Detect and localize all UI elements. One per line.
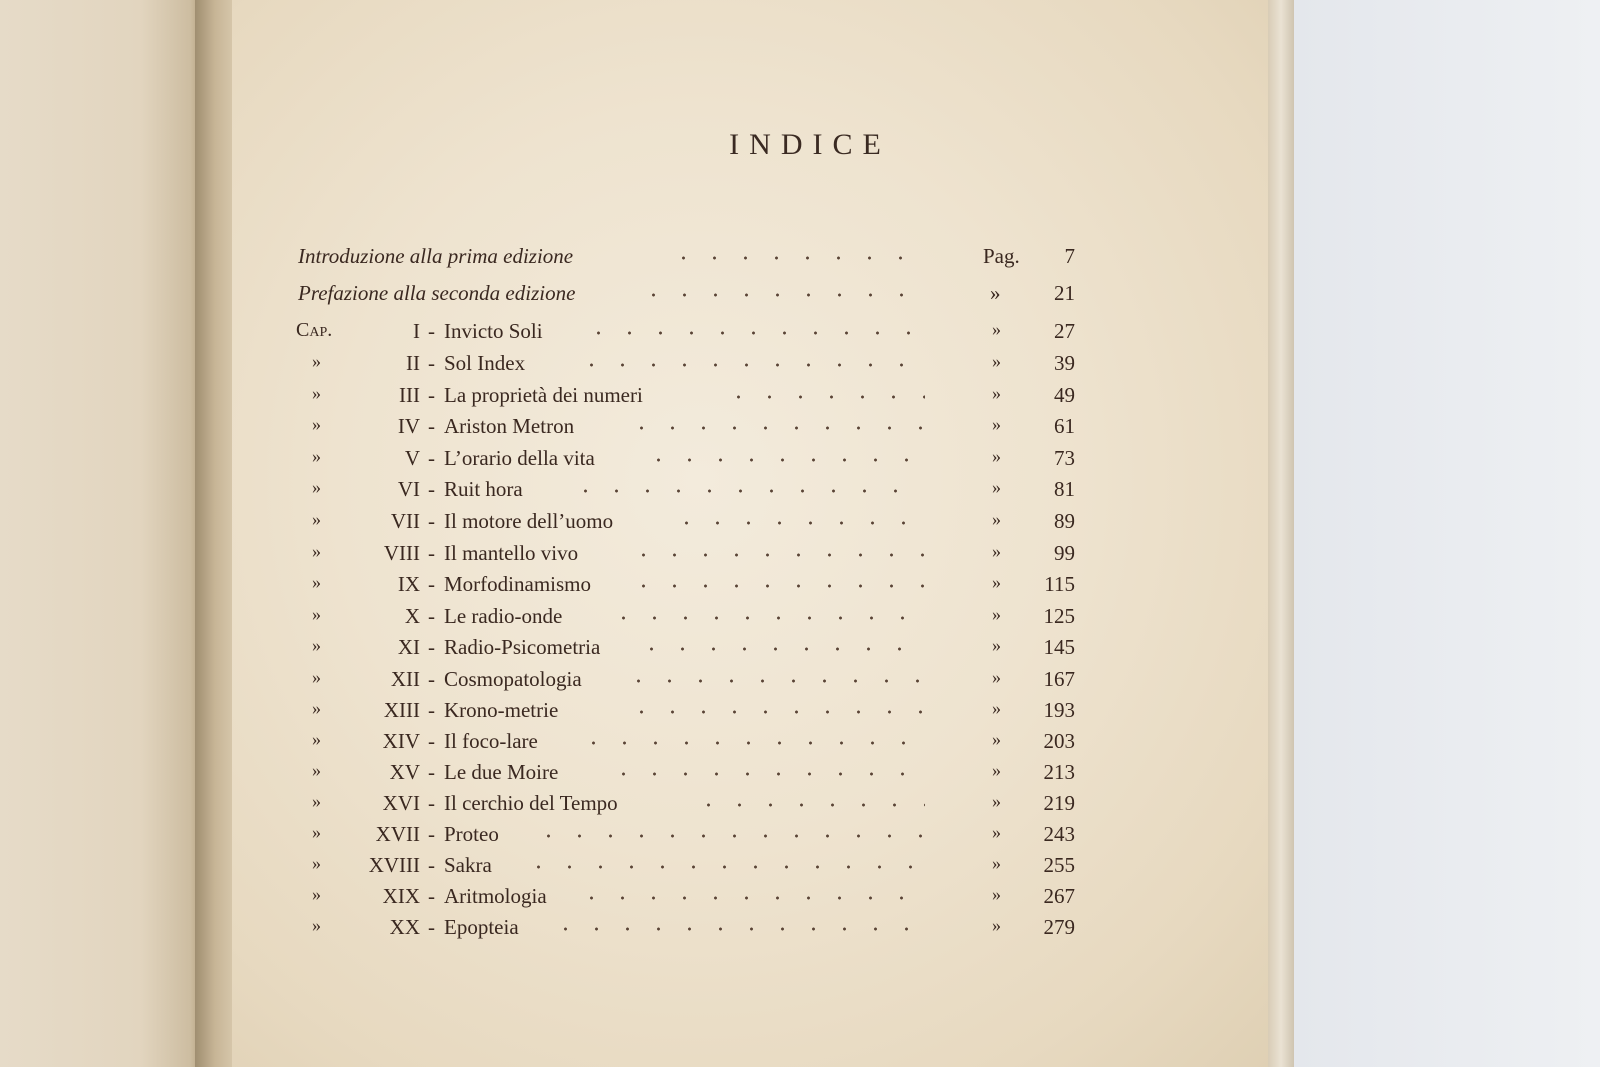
page-number: 115 [1044,572,1075,596]
separator: - [428,446,435,470]
chapter-title: Il mantello vivo [444,541,579,565]
toc-entry-chapter [0,351,1600,381]
chapter-title: Radio-Psicometria [444,635,601,659]
chapter-numeral: IX [397,572,420,596]
chapter-numeral: II [406,351,420,375]
dot-leader [628,584,925,588]
chapter-title: Il motore dell’uomo [444,509,614,533]
dot-leader [576,363,925,367]
toc-entry-chapter [0,604,1600,634]
chapter-numeral: XIX [382,884,420,908]
separator: - [428,729,435,753]
ditto-mark: » [312,791,321,811]
dot-leader [608,616,925,620]
ditto-mark: » [992,635,1001,655]
ditto-mark: » [992,477,1001,497]
page-number: 213 [1043,760,1075,784]
ditto-mark: » [992,822,1001,842]
dot-leader [576,896,925,900]
ditto-mark: » [312,915,321,935]
chapter-numeral: XX [389,915,420,939]
ditto-mark: » [992,884,1001,904]
dot-leader [550,927,925,931]
dot-leader [628,553,925,557]
ditto-mark: » [312,635,321,655]
page-number: 243 [1043,822,1075,846]
chapter-title: Morfodinamismo [444,572,591,596]
toc-entry-chapter [0,791,1600,821]
chapter-numeral: XII [390,667,420,691]
ditto-mark: » [312,541,321,561]
page-number: 203 [1043,729,1075,753]
toc-entry-chapter [0,572,1600,602]
separator: - [428,541,435,565]
ditto-mark: » [312,729,321,749]
page-number: 73 [1054,446,1075,470]
chapter-numeral: XVI [382,791,420,815]
separator: - [428,635,435,659]
ditto-mark: » [992,414,1001,434]
ditto-mark: » [312,822,321,842]
chapter-numeral: V [404,446,420,470]
page-title: INDICE [729,128,891,161]
separator: - [428,760,435,784]
ditto-mark: » [312,572,321,592]
chapter-title: Il foco-lare [444,729,538,753]
ditto-mark: » [992,604,1001,624]
ditto-mark: » [992,446,1001,466]
toc-entry-chapter [0,635,1600,665]
ditto-mark: » [312,604,321,624]
toc-entry-chapter [0,822,1600,852]
ditto-mark: » [992,572,1001,592]
entry-title: Prefazione alla seconda edizione [298,281,576,305]
page-number: 27 [1054,319,1075,343]
chapter-numeral: VIII [383,541,420,565]
toc-entry-chapter [0,414,1600,444]
toc-entry-preface [0,281,1600,311]
chapter-numeral: XVIII [368,853,420,877]
ditto-mark: » [312,477,321,497]
page-number: 145 [1043,635,1075,659]
chapter-numeral: XIV [382,729,420,753]
chapter-numeral: I [413,319,420,343]
ditto-mark: » [312,884,321,904]
dot-leader [623,679,925,683]
chapter-title: Le radio-onde [444,604,563,628]
page-number: 167 [1043,667,1075,691]
page-number: 39 [1054,351,1075,375]
separator: - [428,698,435,722]
toc-entry-chapter [0,698,1600,728]
ditto-mark: » [312,667,321,687]
page-number: 193 [1043,698,1075,722]
separator: - [428,351,435,375]
ditto-mark: » [992,853,1001,873]
ditto-mark: » [312,446,321,466]
page-number: 49 [1054,383,1075,407]
ditto-mark: » [992,319,1001,339]
chapter-title: Sakra [444,853,492,877]
ditto-mark: » [312,509,321,529]
toc-entry-chapter [0,446,1600,476]
separator: - [428,853,435,877]
dot-leader [533,834,925,838]
separator: - [428,822,435,846]
chapter-numeral: XV [389,760,420,784]
chapter-title: Krono-metrie [444,698,559,722]
chapter-numeral: IV [397,414,420,438]
ditto-mark: » [312,698,321,718]
page-number: 219 [1043,791,1075,815]
chapter-numeral: VII [390,509,420,533]
dot-leader [570,489,925,493]
chapter-title: Epopteia [444,915,519,939]
toc-entry-chapter [0,884,1600,914]
page-number: 61 [1054,414,1075,438]
dot-leader [668,256,923,260]
ditto-mark: » [312,760,321,780]
ditto-mark: » [992,541,1001,561]
dot-leader [638,293,923,297]
separator: - [428,572,435,596]
ditto-mark: » [312,414,321,434]
page-number: 21 [1054,281,1075,305]
toc-entry-chapter [0,729,1600,759]
ditto-mark: » [992,667,1001,687]
ditto-mark: » [312,383,321,403]
chapter-title: Cosmopatologia [444,667,582,691]
entry-title: Introduzione alla prima edizione [298,244,574,268]
ditto-mark: » [312,351,321,371]
page-number: 7 [1064,244,1075,268]
ditto-mark: » [990,281,1001,305]
chapter-numeral: XIII [383,698,420,722]
separator: - [428,915,435,939]
ditto-mark: » [992,383,1001,403]
separator: - [428,884,435,908]
page-number: 267 [1043,884,1075,908]
chapter-title: La proprietà dei numeri [444,383,643,407]
chapter-numeral: XVII [375,822,420,846]
dot-leader [671,521,925,525]
dot-leader [608,772,925,776]
toc-entry-chapter [0,541,1600,571]
ditto-mark: » [992,791,1001,811]
separator: - [428,667,435,691]
dot-leader [583,331,925,335]
separator: - [428,319,435,343]
cap-label: Cap. [296,319,333,341]
toc-entry-chapter [0,319,1600,349]
chapter-title: L’orario della vita [444,446,595,470]
dot-leader [723,395,925,399]
chapter-title: Sol Index [444,351,526,375]
ditto-mark: » [312,853,321,873]
page-number: 99 [1054,541,1075,565]
dot-leader [626,710,925,714]
ditto-mark: » [992,351,1001,371]
page-number: 89 [1054,509,1075,533]
ditto-mark: » [992,509,1001,529]
page-label: Pag. [983,244,1020,268]
toc-entry-chapter [0,667,1600,697]
chapter-title: Proteo [444,822,499,846]
chapter-numeral: X [404,604,420,628]
page-number: 255 [1043,853,1075,877]
chapter-title: Ruit hora [444,477,523,501]
chapter-numeral: III [399,383,420,407]
ditto-mark: » [992,915,1001,935]
separator: - [428,414,435,438]
chapter-numeral: VI [397,477,420,501]
ditto-mark: » [992,698,1001,718]
separator: - [428,477,435,501]
toc-entry-chapter [0,509,1600,539]
page-number: 279 [1043,915,1075,939]
toc-entry-chapter [0,853,1600,883]
page-number: 81 [1054,477,1075,501]
dot-leader [578,741,925,745]
chapter-title: Invicto Soli [444,319,543,343]
page-number: 125 [1043,604,1075,628]
chapter-title: Aritmologia [444,884,547,908]
dot-leader [626,426,925,430]
chapter-title: Ariston Metron [444,414,575,438]
separator: - [428,509,435,533]
toc-entry-chapter [0,477,1600,507]
dot-leader [693,803,925,807]
separator: - [428,604,435,628]
dot-leader [523,865,925,869]
chapter-title: Le due Moire [444,760,559,784]
ditto-mark: » [992,760,1001,780]
dot-leader [636,647,925,651]
separator: - [428,791,435,815]
toc-entry-chapter [0,383,1600,413]
toc-entry-chapter [0,915,1600,945]
toc-entry-introduction [0,244,1600,274]
ditto-mark: » [992,729,1001,749]
separator: - [428,383,435,407]
toc-entry-chapter [0,760,1600,790]
chapter-numeral: XI [397,635,420,659]
dot-leader [643,458,925,462]
chapter-title: Il cerchio del Tempo [444,791,618,815]
